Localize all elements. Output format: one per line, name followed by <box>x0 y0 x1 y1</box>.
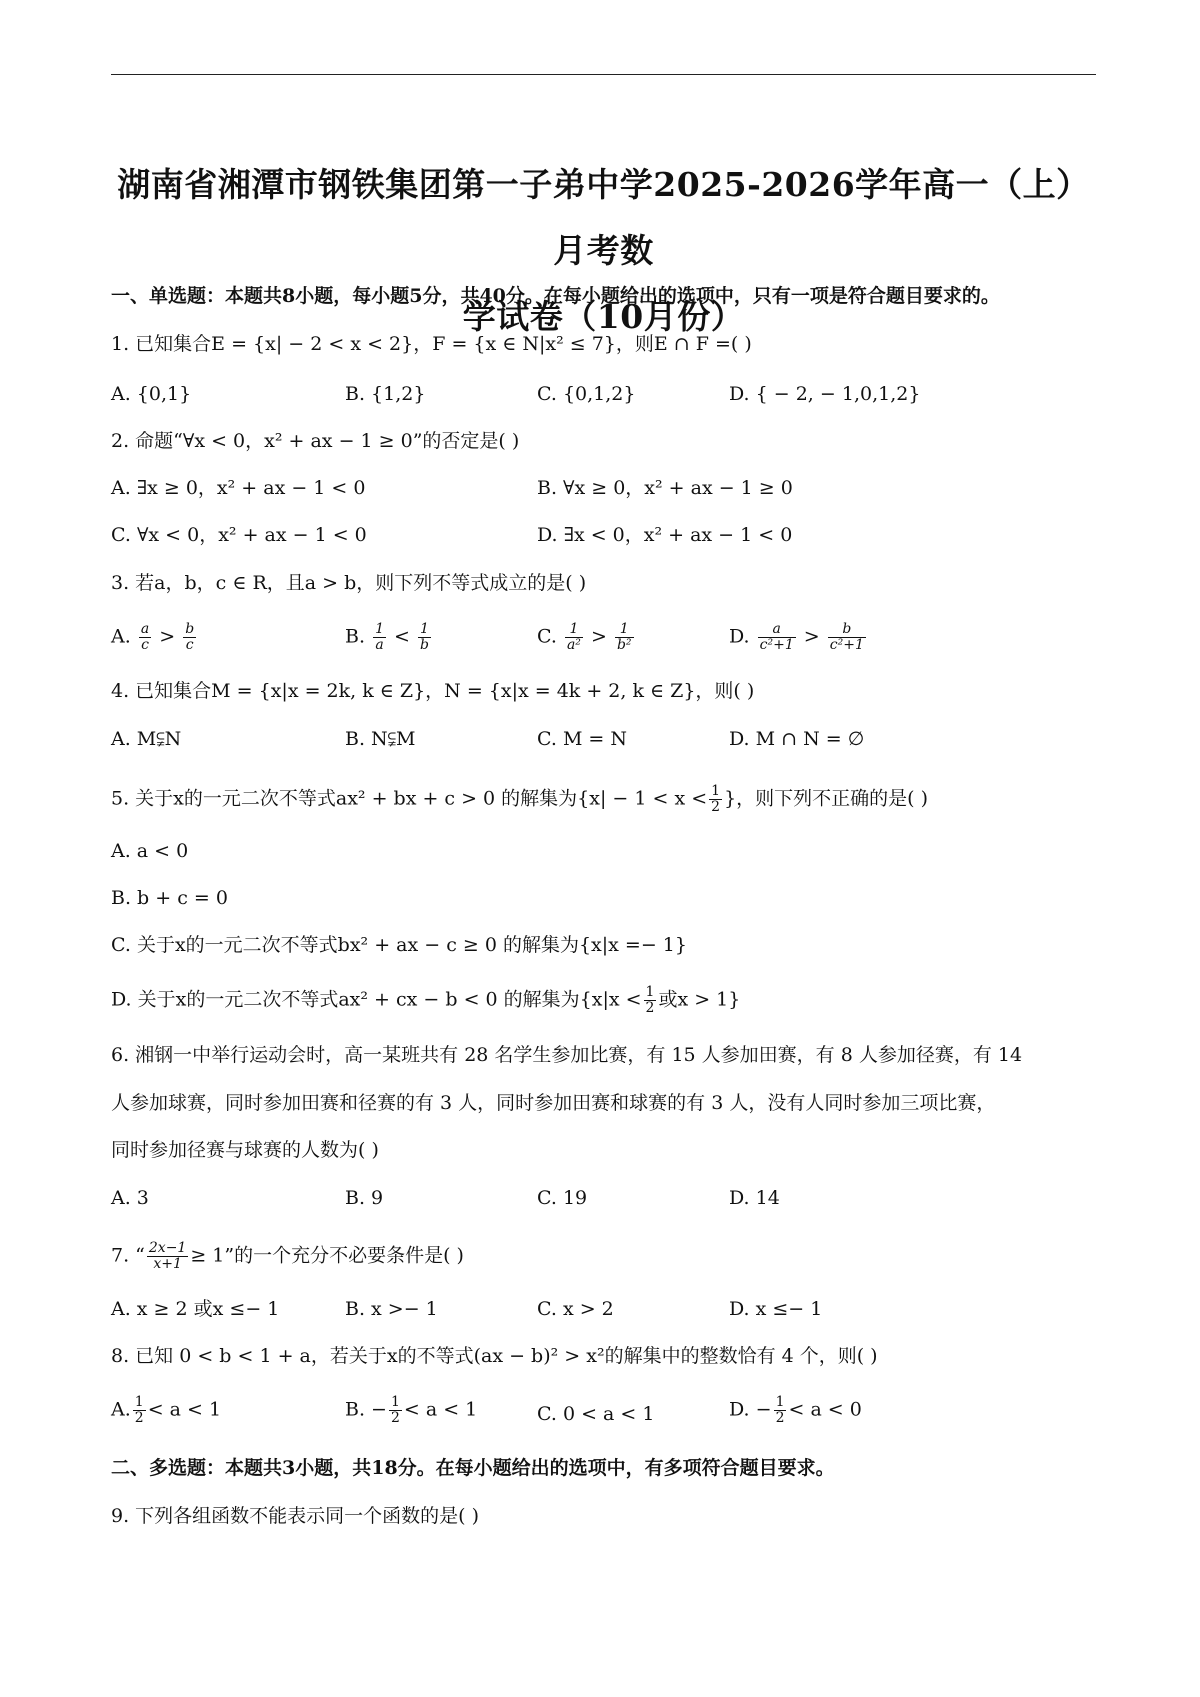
operator: > <box>159 625 176 648</box>
question-9-stem: 9. 下列各组函数不能表示同一个函数的是( ) <box>111 1505 480 1527</box>
numerator: 1 <box>615 622 634 638</box>
operator: > <box>590 625 607 648</box>
question-7-option-c: C. x > 2 <box>537 1298 614 1320</box>
section-heading-single-choice: 一、单选题：本题共8小题，每小题5分，共40分。在每小题给出的选项中，只有一项是符合题目要求的。 <box>111 285 1000 307</box>
numerator: 1 <box>565 622 583 638</box>
question-7-option-d: D. x ≤− 1 <box>729 1298 823 1320</box>
question-8-option-d <box>729 1395 862 1426</box>
numerator: a <box>140 621 150 637</box>
numerator: 1 <box>645 984 655 1000</box>
option-text: < a < 1 <box>147 1398 222 1421</box>
question-2-stem: 2. 命题“∀x < 0，x² + ax − 1 ≥ 0”的否定是( ) <box>111 430 520 452</box>
numerator: b <box>185 621 195 637</box>
question-6-option-d: D. 14 <box>729 1187 780 1209</box>
denominator: x+1 <box>153 1256 182 1272</box>
question-7-option-a: A. x ≥ 2 或x ≤− 1 <box>111 1298 280 1320</box>
numerator: 1 <box>711 783 721 799</box>
title-line-2: 学试卷（10月份） <box>462 297 745 336</box>
numerator: 1 <box>775 1394 785 1410</box>
question-8-option-b <box>345 1395 477 1426</box>
option-label: A. <box>111 625 131 648</box>
option-label: B. <box>345 625 366 648</box>
question-4-stem: 4. 已知集合M = {x|x = 2k, k ∈ Z}，N = {x|x = 4k + 2, k ∈ Z}，则( ) <box>111 680 755 702</box>
fraction <box>139 622 151 653</box>
option-text: < a < 1 <box>403 1398 478 1421</box>
fraction <box>758 622 796 653</box>
option-label: D. <box>729 625 750 648</box>
numerator: 2x−1 <box>148 1240 187 1256</box>
top-rule <box>111 74 1096 75</box>
numerator: b <box>828 622 866 638</box>
denominator: c²+1 <box>829 637 864 653</box>
fraction <box>828 622 866 653</box>
numerator: 1 <box>375 621 384 637</box>
question-6-option-c: C. 19 <box>537 1187 588 1209</box>
question-6-option-b: B. 9 <box>345 1187 384 1209</box>
numerator: 1 <box>134 1394 144 1410</box>
question-1-option-b: B. {1,2} <box>345 383 426 405</box>
denominator: c <box>141 637 149 653</box>
denominator: 2 <box>775 1410 785 1426</box>
denominator: c²+1 <box>759 637 794 653</box>
denominator: a <box>375 637 384 653</box>
question-8-option-a <box>111 1395 221 1426</box>
fraction <box>709 784 722 815</box>
denominator: 2 <box>134 1410 144 1426</box>
denominator: b <box>420 637 429 653</box>
fraction <box>373 622 386 653</box>
stem-text: }，则下列不正确的是( ) <box>724 787 929 810</box>
operator: < <box>394 625 410 648</box>
question-2-option-a: A. ∃x ≥ 0，x² + ax − 1 < 0 <box>111 477 366 499</box>
stem-text: 5. 关于x的一元二次不等式ax² + bx + c > 0 的解集为{x| − 1 < x < <box>111 787 708 810</box>
page-title <box>111 152 1096 350</box>
stem-text: 7. “ <box>111 1244 145 1267</box>
option-label: D. − <box>729 1398 772 1421</box>
question-1-option-d: D. { − 2, − 1,0,1,2} <box>729 383 921 405</box>
question-6-option-a: A. 3 <box>111 1187 149 1209</box>
question-5-option-b: B. b + c = 0 <box>111 887 228 909</box>
fraction <box>133 1395 146 1426</box>
numerator: 1 <box>390 1394 400 1410</box>
denominator: 2 <box>711 799 721 815</box>
question-5-option-c: C. 关于x的一元二次不等式bx² + ax − c ≥ 0 的解集为{x|x =− 1} <box>111 934 687 956</box>
question-3-option-a <box>111 622 198 653</box>
stem-text: ≥ 1”的一个充分不必要条件是( ) <box>190 1244 464 1267</box>
numerator: 1 <box>418 622 431 638</box>
fraction <box>183 622 196 653</box>
fraction <box>774 1395 787 1426</box>
option-text: < a < 0 <box>788 1398 862 1421</box>
question-3-option-d <box>729 622 868 653</box>
fraction <box>644 985 657 1016</box>
title-line-1: 湖南省湘潭市钢铁集团第一子弟中学2025-2026学年高一（上）月考数 <box>117 165 1090 270</box>
question-6-stem-line-3: 同时参加径赛与球赛的人数为( ) <box>111 1139 379 1161</box>
question-3-option-b <box>345 622 433 653</box>
question-8-stem: 8. 已知 0 < b < 1 + a，若关于x的不等式(ax − b)² > x²的解集中的整数恰有 4 个，则( ) <box>111 1345 878 1367</box>
section-heading-multiple-choice: 二、多选题：本题共3小题，共18分。在每小题给出的选项中，有多项符合题目要求。 <box>111 1457 835 1479</box>
question-5-option-d <box>111 985 740 1016</box>
denominator: b² <box>616 637 632 653</box>
option-label: A. <box>111 1398 131 1421</box>
question-1-option-a: A. {0,1} <box>111 383 192 405</box>
fraction <box>615 622 634 653</box>
denominator: 2 <box>645 1000 655 1016</box>
option-text: D. 关于x的一元二次不等式ax² + cx − b < 0 的解集为{x|x < <box>111 988 642 1011</box>
fraction <box>565 622 583 653</box>
option-label: B. − <box>345 1398 387 1421</box>
numerator: a <box>758 622 796 638</box>
denominator: 2 <box>390 1410 400 1426</box>
question-5-option-a: A. a < 0 <box>111 840 189 862</box>
fraction <box>147 1241 188 1272</box>
question-2-option-c: C. ∀x < 0，x² + ax − 1 < 0 <box>111 524 367 546</box>
operator: > <box>803 625 820 648</box>
question-5-stem <box>111 784 928 815</box>
fraction <box>418 622 431 653</box>
question-4-option-d: D. M ∩ N = ∅ <box>729 728 865 750</box>
question-3-option-c <box>537 622 636 653</box>
question-2-option-d: D. ∃x < 0，x² + ax − 1 < 0 <box>537 524 793 546</box>
option-text: 或x > 1} <box>658 988 741 1011</box>
question-1-option-c: C. {0,1,2} <box>537 383 636 405</box>
denominator: c <box>185 637 194 653</box>
question-4-option-b: B. N⫋M <box>345 728 416 750</box>
question-8-option-c: C. 0 < a < 1 <box>537 1403 655 1425</box>
question-4-option-a: A. M⫋N <box>111 728 182 750</box>
question-7-stem <box>111 1241 464 1272</box>
question-6-stem-line-2: 人参加球赛，同时参加田赛和径赛的有 3 人，同时参加田赛和球赛的有 3 人，没有人同时参加三项比赛， <box>111 1092 996 1114</box>
question-1-stem: 1. 已知集合E = {x| − 2 < x < 2}，F = {x ∈ N|x² ≤ 7}，则E ∩ F =( ) <box>111 333 752 355</box>
denominator: a² <box>566 637 581 653</box>
question-3-stem: 3. 若a，b，c ∈ R，且a > b，则下列不等式成立的是( ) <box>111 572 587 594</box>
option-label: C. <box>537 625 557 648</box>
question-7-option-b: B. x >− 1 <box>345 1298 438 1320</box>
question-6-stem-line-1: 6. 湘钢一中举行运动会时，高一某班共有 28 名学生参加比赛，有 15 人参加田赛，有 8 人参加径赛，有 14 <box>111 1044 1023 1066</box>
fraction <box>389 1395 402 1426</box>
question-4-option-c: C. M = N <box>537 728 628 750</box>
question-2-option-b: B. ∀x ≥ 0，x² + ax − 1 ≥ 0 <box>537 477 793 499</box>
